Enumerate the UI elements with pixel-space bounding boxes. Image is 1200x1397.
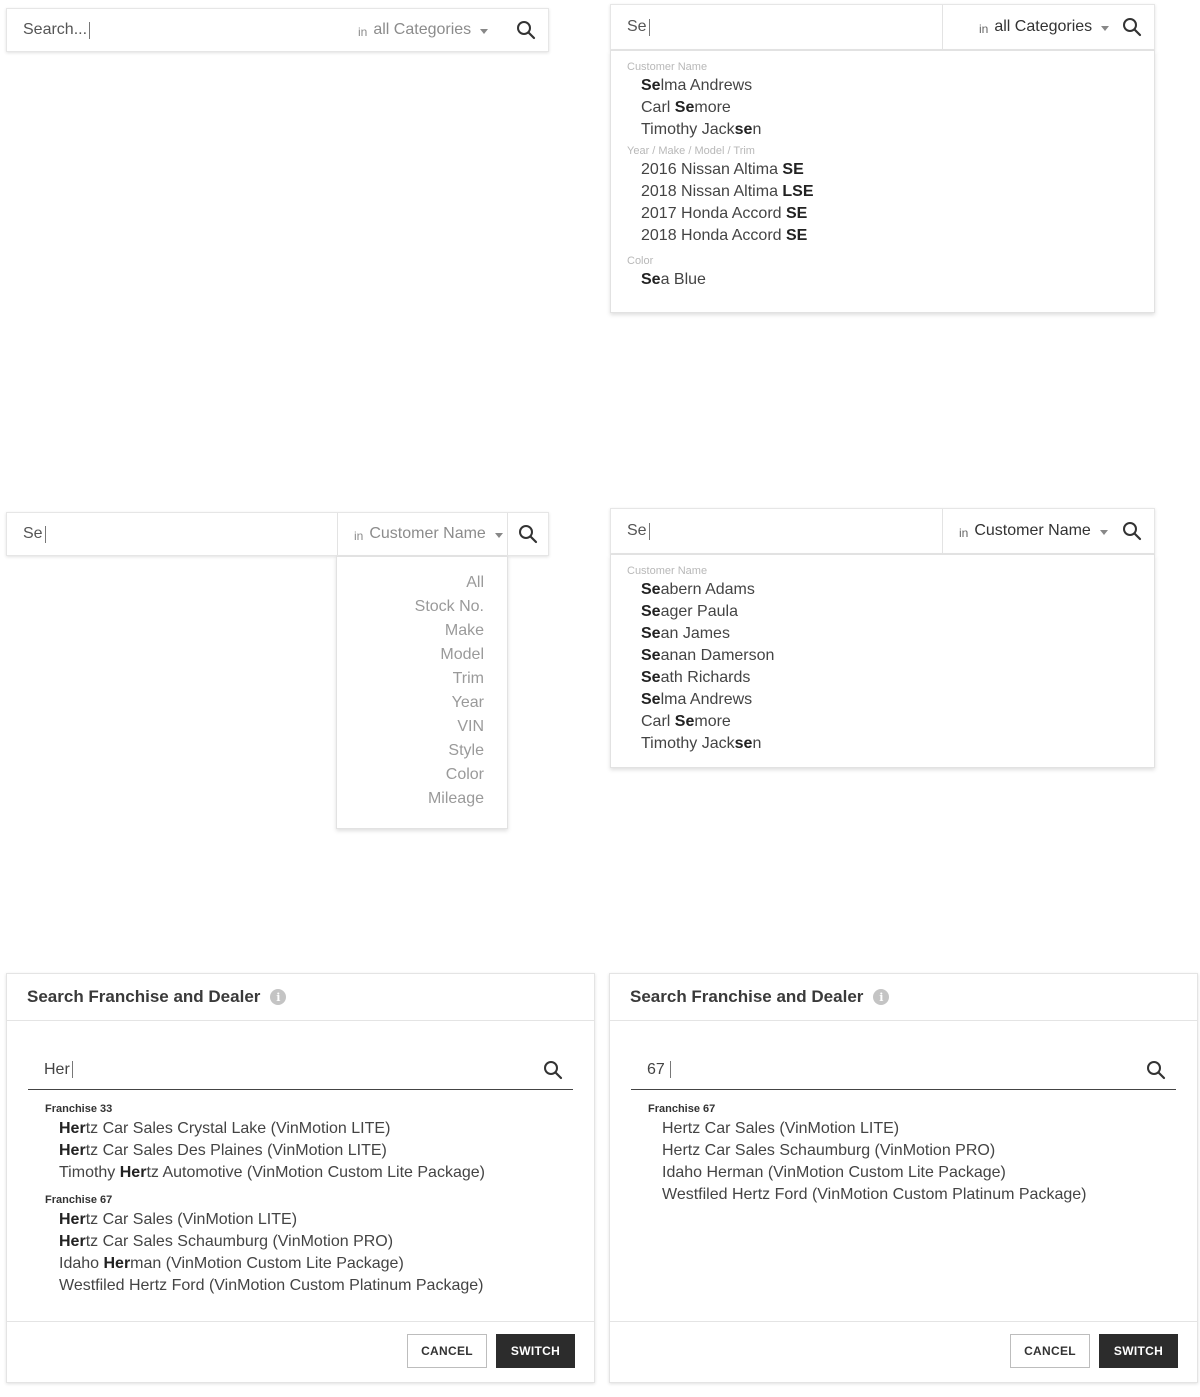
dealer-item[interactable]: Hertz Car Sales Schaumburg (VinMotion PRO) — [662, 1142, 996, 1159]
category-value: Customer Name — [974, 522, 1091, 539]
franchise-group-label: Franchise 67 — [45, 1194, 113, 1206]
text-caret — [89, 22, 90, 39]
in-label: in — [354, 528, 364, 543]
search-query: Se — [627, 18, 647, 35]
search-icon — [543, 1060, 563, 1080]
suggestion-item[interactable]: 2018 Honda Accord SE — [641, 227, 808, 244]
category-option-trim[interactable]: Trim — [452, 670, 484, 687]
dealer-item[interactable]: Hertz Car Sales (VinMotion LITE) — [59, 1211, 298, 1228]
category-option-vin[interactable]: VIN — [457, 718, 484, 735]
chevron-down-icon — [1101, 26, 1109, 31]
search-input[interactable] — [23, 9, 90, 51]
search-query: Her — [44, 1060, 70, 1078]
search-input[interactable] — [627, 5, 650, 49]
suggestion-item[interactable]: Carl Semore — [641, 713, 731, 730]
modal-footer — [7, 1321, 594, 1382]
dealer-item[interactable]: Westfiled Hertz Ford (VinMotion Custom Platinum Package) — [662, 1186, 1087, 1203]
search-bar-customer-name — [610, 508, 1155, 554]
category-option-make[interactable]: Make — [444, 622, 484, 639]
in-label: in — [358, 24, 368, 39]
suggestion-item[interactable]: Seager Paula — [641, 603, 738, 620]
search-input[interactable] — [627, 509, 650, 553]
search-query: Se — [627, 522, 647, 539]
info-icon[interactable]: i — [270, 989, 286, 1005]
suggestion-item[interactable]: Sea Blue — [641, 271, 706, 288]
suggestion-item[interactable]: Seabern Adams — [641, 581, 755, 598]
franchise-group-label: Franchise 33 — [45, 1103, 113, 1115]
suggestion-item[interactable]: Timothy Jacksen — [641, 735, 762, 752]
suggestion-item[interactable]: 2016 Nissan Altima SE — [641, 161, 804, 178]
text-caret — [649, 19, 650, 36]
search-bar-empty — [6, 8, 549, 52]
search-bar-category-open — [6, 512, 549, 556]
suggestion-item[interactable]: Sean James — [641, 625, 730, 642]
in-label: in — [979, 21, 989, 36]
in-label: in — [959, 525, 969, 540]
suggestion-item[interactable]: Selma Andrews — [641, 691, 753, 708]
franchise-dealer-modal — [6, 973, 595, 1383]
suggestion-item[interactable]: Timothy Jacksen — [641, 121, 762, 138]
category-selector[interactable] — [337, 513, 509, 555]
search-button[interactable] — [1112, 5, 1152, 49]
category-dropdown — [336, 556, 508, 829]
search-input[interactable] — [23, 513, 46, 555]
franchise-results — [45, 1100, 485, 1297]
category-option-year[interactable]: Year — [451, 694, 484, 711]
search-bar-all-categories — [610, 4, 1155, 50]
group-label: Customer Name — [627, 61, 708, 73]
franchise-search-field[interactable] — [28, 1050, 573, 1090]
suggestion-item[interactable]: Selma Andrews — [641, 77, 753, 94]
search-button[interactable] — [1136, 1050, 1176, 1089]
search-placeholder: Search... — [23, 21, 88, 38]
search-icon — [1122, 521, 1142, 541]
dealer-item[interactable]: Hertz Car Sales Des Plaines (VinMotion LITE) — [59, 1142, 387, 1159]
category-value: all Categories — [994, 18, 1093, 35]
category-option-model[interactable]: Model — [440, 646, 484, 663]
info-icon[interactable]: i — [873, 989, 889, 1005]
suggestion-item[interactable]: 2017 Honda Accord SE — [641, 205, 808, 222]
suggestion-item[interactable]: Seanan Damerson — [641, 647, 775, 664]
dealer-item[interactable]: Westfiled Hertz Ford (VinMotion Custom Platinum Package) — [59, 1277, 484, 1294]
category-selector[interactable] — [342, 9, 512, 51]
search-button[interactable] — [533, 1050, 573, 1089]
suggestion-dropdown — [610, 554, 1155, 768]
franchise-dealer-modal — [609, 973, 1198, 1383]
modal-title: Search Franchise and Dealer — [630, 987, 864, 1006]
text-caret — [649, 523, 650, 540]
text-caret — [670, 1061, 671, 1078]
category-option-all[interactable]: All — [466, 574, 484, 591]
switch-button[interactable]: SWITCH — [1099, 1334, 1178, 1368]
dealer-item[interactable]: Hertz Car Sales Schaumburg (VinMotion PRO) — [59, 1233, 394, 1250]
search-button[interactable] — [507, 513, 548, 555]
category-value: all Categories — [373, 21, 472, 38]
suggestion-item[interactable]: Carl Semore — [641, 99, 731, 116]
franchise-search-field[interactable] — [631, 1050, 1176, 1090]
search-button[interactable] — [1112, 509, 1152, 553]
chevron-down-icon — [495, 533, 503, 538]
cancel-button[interactable]: CANCEL — [1010, 1334, 1090, 1368]
group-label: Customer Name — [627, 565, 708, 577]
search-icon — [516, 20, 536, 40]
search-icon — [1146, 1060, 1166, 1080]
suggestion-item[interactable]: Seath Richards — [641, 669, 751, 686]
cancel-button[interactable]: CANCEL — [407, 1334, 487, 1368]
text-caret — [72, 1061, 73, 1078]
modal-header — [610, 974, 1197, 1021]
text-caret — [45, 526, 46, 543]
modal-footer — [610, 1321, 1197, 1382]
search-query: Se — [23, 525, 43, 542]
dealer-item[interactable]: Idaho Herman (VinMotion Custom Lite Package) — [59, 1255, 404, 1272]
group-label: Year / Make / Model / Trim — [627, 145, 755, 157]
category-option-mileage[interactable]: Mileage — [427, 790, 484, 807]
franchise-group-label: Franchise 67 — [648, 1103, 716, 1115]
category-selector[interactable] — [942, 509, 1112, 553]
dealer-item[interactable]: Hertz Car Sales Crystal Lake (VinMotion LITE) — [59, 1120, 391, 1137]
suggestion-item[interactable]: 2018 Nissan Altima LSE — [641, 183, 814, 200]
search-icon — [518, 524, 538, 544]
switch-button[interactable]: SWITCH — [496, 1334, 575, 1368]
search-button[interactable] — [506, 9, 546, 51]
dealer-item[interactable]: Idaho Herman (VinMotion Custom Lite Package) — [662, 1164, 1006, 1181]
category-option-stock-no[interactable]: Stock No. — [414, 598, 484, 615]
search-icon — [1122, 17, 1142, 37]
dealer-item[interactable]: Timothy Hertz Automotive (VinMotion Custom Lite Package) — [59, 1164, 485, 1181]
category-option-color[interactable]: Color — [445, 766, 484, 783]
dealer-item[interactable]: Hertz Car Sales (VinMotion LITE) — [662, 1120, 900, 1137]
group-label: Color — [627, 255, 654, 267]
search-query: 67 — [647, 1060, 665, 1078]
suggestion-dropdown — [610, 50, 1155, 313]
chevron-down-icon — [480, 29, 488, 34]
category-selector[interactable] — [942, 5, 1112, 49]
chevron-down-icon — [1100, 530, 1108, 535]
category-option-style[interactable]: Style — [448, 742, 484, 759]
category-value: Customer Name — [369, 525, 486, 542]
modal-title: Search Franchise and Dealer — [27, 987, 261, 1006]
franchise-results — [648, 1100, 1086, 1206]
modal-header — [7, 974, 594, 1021]
